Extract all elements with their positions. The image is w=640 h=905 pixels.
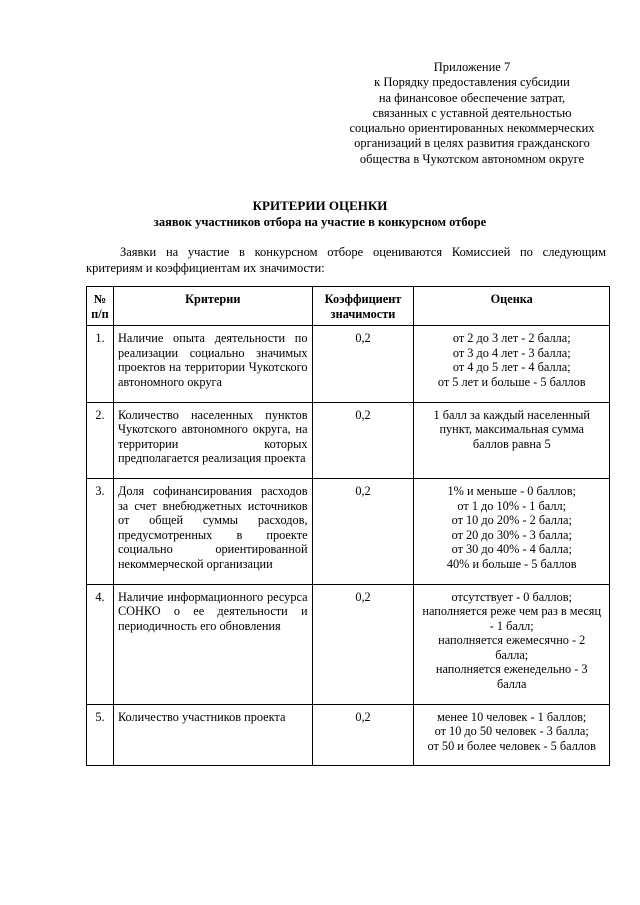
row-number: 4.: [87, 584, 114, 704]
document-title: КРИТЕРИИ ОЦЕНКИ: [252, 198, 388, 213]
row-coefficient: 0,2: [312, 326, 414, 402]
row-criterion: Доля софинансирования расходов за счет внебюджетных источников от общей суммы расходов, предусмотренных в проекте социально ориентированной некоммерческой организации: [113, 478, 312, 584]
header-coefficient: Коэффициент значимости: [312, 287, 414, 326]
score-line: 1% и меньше - 0 баллов;: [447, 483, 576, 498]
score-line: от 20 до 30% - 3 балла;: [451, 527, 572, 542]
row-number: 1.: [87, 326, 114, 402]
row-coefficient: 0,2: [312, 704, 414, 766]
appendix-line: к Порядку предоставления субсидии: [374, 75, 570, 90]
header-score: Оценка: [414, 287, 610, 326]
row-score: [414, 704, 610, 766]
score-line: от 2 до 3 лет - 2 балла;: [452, 331, 571, 346]
table-row: [87, 402, 610, 478]
table-row: [87, 584, 610, 704]
score-line: 1 балл за каждый населенный: [433, 407, 590, 422]
row-score: [414, 478, 610, 584]
header-number: № п/п: [87, 287, 114, 326]
score-line: от 50 и более человек - 5 баллов: [427, 738, 596, 753]
score-line: от 5 лет и больше - 5 баллов: [437, 374, 586, 389]
appendix-line: общества в Чукотском автономном округе: [359, 151, 585, 166]
intro-line: Заявки на участие в конкурсном отборе оцениваются Комиссией по следующим: [120, 245, 606, 259]
document-subtitle: заявок участников отбора на участие в конкурсном отборе: [153, 215, 487, 229]
score-line: от 10 до 20% - 2 балла;: [451, 513, 572, 528]
appendix-line: связанных с уставной деятельностью: [372, 105, 572, 120]
row-criterion: Количество участников проекта: [113, 704, 312, 766]
score-line: пункт, максимальная сумма: [439, 422, 585, 437]
score-line: наполняется еженедельно - 3: [435, 662, 588, 677]
score-line: балла: [496, 677, 527, 692]
score-line: от 30 до 40% - 4 балла;: [451, 542, 572, 557]
row-number: 2.: [87, 402, 114, 478]
appendix-line: социально ориентированных некоммерческих: [349, 121, 595, 136]
appendix-line: Приложение 7: [433, 60, 511, 74]
score-line: наполняется реже чем раз в месяц: [422, 604, 602, 619]
row-criterion: Наличие информационного ресурса СОНКО о ее деятельности и периодичность его обновления: [113, 584, 312, 704]
appendix-line: организаций в целях развития гражданского: [354, 136, 590, 151]
score-line: наполняется ежемесячно - 2: [438, 633, 586, 648]
score-line: - 1 балл;: [489, 618, 534, 633]
row-number: 5.: [87, 704, 114, 766]
row-number: 3.: [87, 478, 114, 584]
table-row: [87, 326, 610, 402]
table-row: [87, 478, 610, 584]
score-line: от 4 до 5 лет - 4 балла;: [452, 360, 571, 375]
table-row: [87, 704, 610, 766]
score-line: от 1 до 10% - 1 балл;: [457, 498, 567, 513]
score-line: от 3 до 4 лет - 3 балла;: [452, 345, 571, 360]
score-line: от 10 до 50 человек - 3 балла;: [434, 724, 589, 739]
intro-paragraph: [86, 244, 606, 276]
row-coefficient: 0,2: [312, 584, 414, 704]
row-coefficient: 0,2: [312, 478, 414, 584]
row-score: [414, 326, 610, 402]
appendix-line: на финансовое обеспечение затрат,: [378, 90, 566, 105]
table-header-row: [87, 287, 610, 326]
score-line: отсутствует - 0 баллов;: [451, 589, 572, 604]
row-score: [414, 402, 610, 478]
score-line: балла;: [495, 647, 529, 662]
row-score: [414, 584, 610, 704]
row-criterion: Количество населенных пунктов Чукотского автономного округа, на территории которых предполагается реализация проекта: [113, 402, 312, 478]
intro-line: критериям и коэффициентам их значимости:: [86, 261, 325, 275]
appendix-header: [330, 60, 614, 167]
score-line: 40% и больше - 5 баллов: [446, 556, 577, 571]
header-criteria: Критерии: [113, 287, 312, 326]
row-coefficient: 0,2: [312, 402, 414, 478]
score-line: менее 10 человек - 1 баллов;: [437, 709, 587, 724]
criteria-table: [86, 286, 610, 766]
row-criterion: Наличие опыта деятельности по реализации социально значимых проектов на территории Чукотского автономного округа: [113, 326, 312, 402]
score-line: баллов равна 5: [472, 436, 551, 451]
